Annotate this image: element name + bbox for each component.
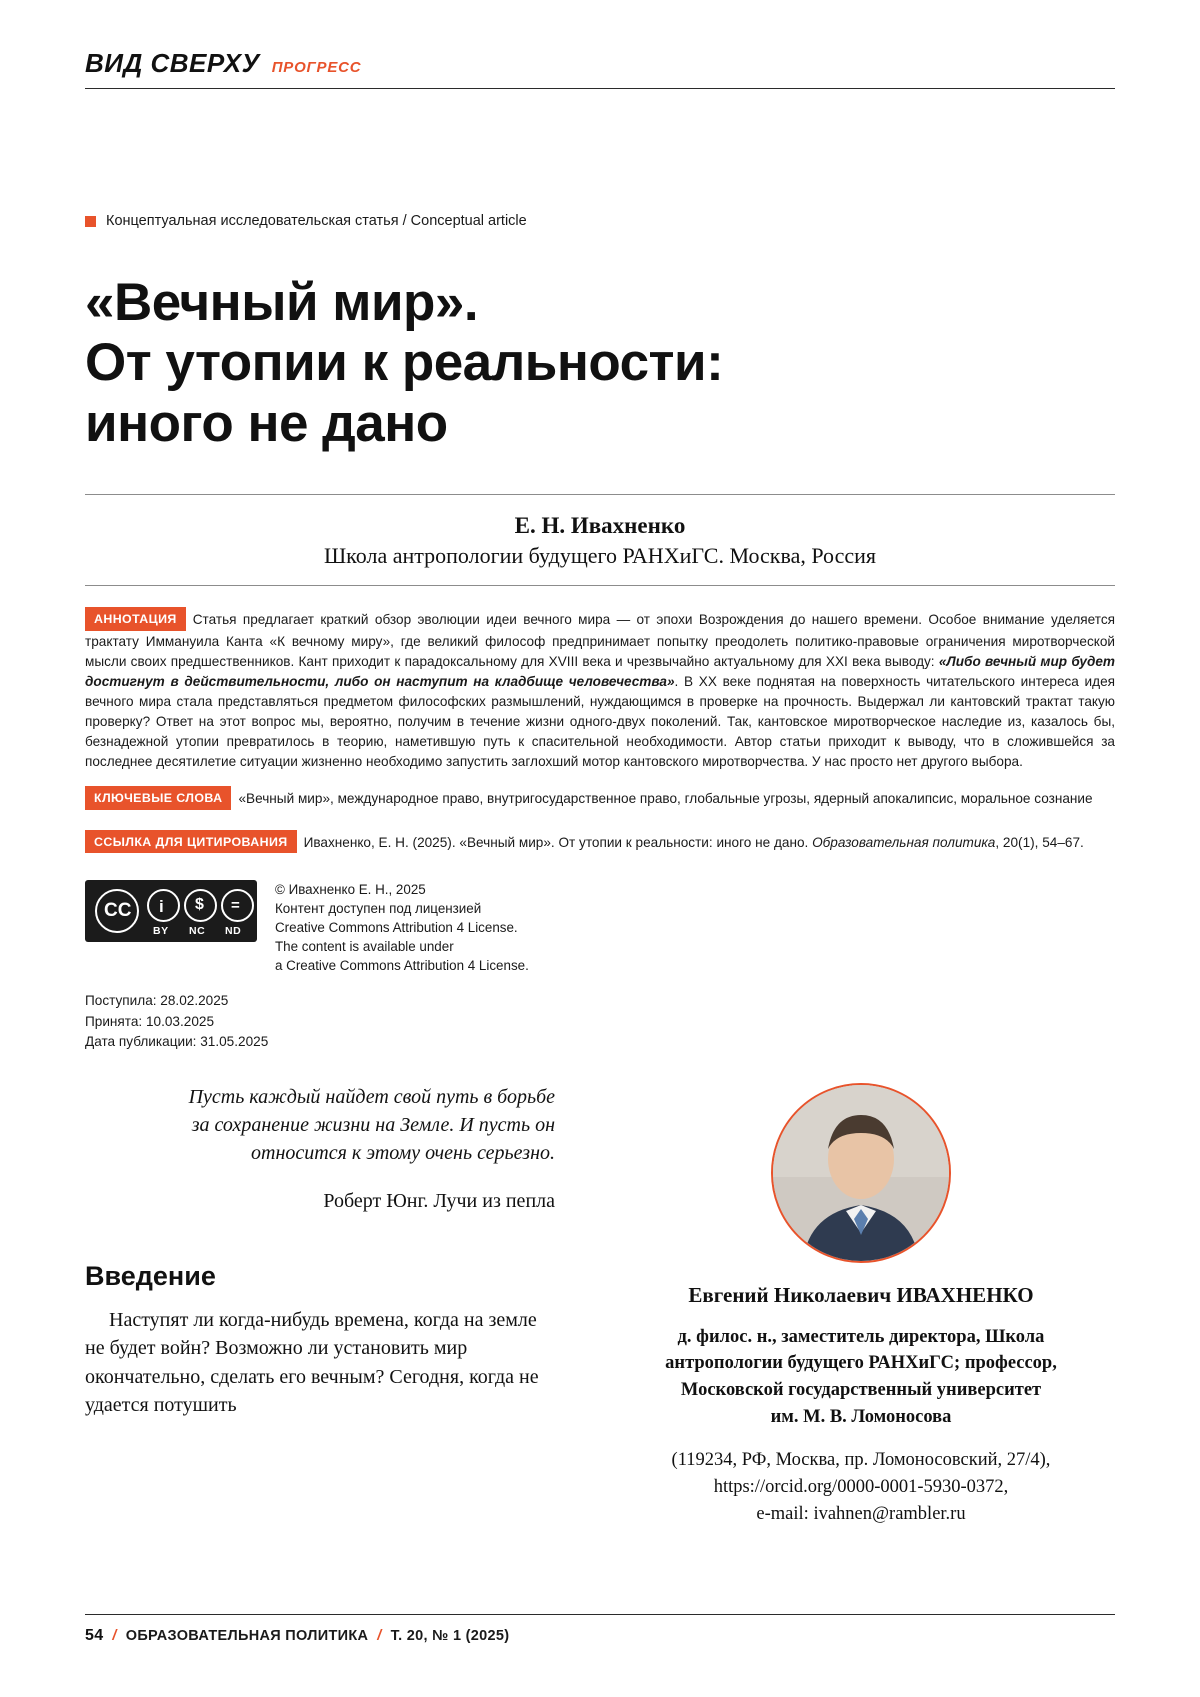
citation-text-before: Ивахненко, Е. Н. (2025). «Вечный мир». От утопии к реальности: иного не дано.: [303, 834, 813, 850]
author-bio-name: Евгений Николаевич ИВАХНЕНКО: [688, 1282, 1034, 1307]
introduction-paragraph: Наступят ли когда-нибудь времена, когда на земле не будет войн? Возможно ли установить мир окончательно, сделать его вечным? Сегодня, когда не удается потушить: [85, 1308, 539, 1416]
article-type-label: Концептуальная исследовательская статья / Conceptual article: [106, 213, 527, 229]
license-line-1: © Ивахненко Е. Н., 2025: [275, 882, 426, 898]
author-bio-position: д. филос. н., заместитель директора, Школа антропологии будущего РАНХиГС; профессор, Московской государственный университет им. М. В. Ломоносова: [665, 1326, 1057, 1428]
date-accepted: Принята: 10.03.2025: [85, 1013, 215, 1029]
footer-journal-name: ОБРАЗОВАТЕЛЬНАЯ ПОЛИТИКА: [125, 1628, 369, 1644]
page-title: «Вечный мир». От утопии к реальности: иного не дано: [85, 273, 724, 453]
footer-separator-1: /: [112, 1628, 117, 1644]
epigraph-text: Пусть каждый найдет свой путь в борьбе за сохранение жизни на Земле. И пусть он относится к этому очень серьезно.: [188, 1085, 555, 1165]
keywords-tag: КЛЮЧЕВЫЕ СЛОВА: [85, 786, 231, 809]
license-text: [275, 880, 529, 975]
author-divider-bottom: [85, 585, 1115, 586]
license-line-2: Контент доступен под лицензией: [275, 901, 482, 917]
citation-text-after: , 20(1), 54–67.: [995, 834, 1084, 850]
creative-commons-icon: [85, 880, 257, 942]
right-column: [607, 1083, 1115, 1528]
keywords: [85, 787, 1115, 810]
abstract-quote: «Либо вечный мир будет достигнут в действительности, либо он наступит на кладбище человечества»: [85, 653, 1116, 689]
citation: [85, 831, 1115, 855]
cc-person-glyph: i: [159, 897, 164, 917]
page-footer: [85, 1614, 1115, 1645]
left-column: [85, 1083, 555, 1528]
footer-issue: Т. 20, № 1 (2025): [390, 1628, 510, 1644]
cc-badge-label: CC: [104, 900, 132, 922]
cc-term-by: BY: [153, 925, 169, 938]
page-number: 54: [85, 1627, 104, 1644]
license-line-5: a Creative Commons Attribution 4 License.: [275, 958, 529, 974]
publication-dates: [85, 991, 1115, 1052]
epigraph-source: Роберт Юнг. Лучи из пепла: [323, 1189, 555, 1212]
running-head-sub: ПРОГРЕСС: [271, 59, 362, 76]
license-line-3: Creative Commons Attribution 4 License.: [275, 920, 518, 936]
author-bio-contacts: (119234, РФ, Москва, пр. Ломоносовский, 27/4), https://orcid.org/0000-0001-5930-0372, e-mail: ivahnen@rambler.ru: [671, 1449, 1051, 1524]
author-affiliation: Школа антропологии будущего РАНХиГС. Москва, Россия: [323, 543, 876, 569]
author-photo: [771, 1083, 951, 1263]
keywords-text: «Вечный мир», международное право, внутригосударственное право, глобальные угрозы, ядерный апокалипсис, моральное сознание: [238, 791, 1093, 807]
abstract-tag: АННОТАЦИЯ: [85, 607, 186, 630]
cc-noncommercial-glyph: $: [195, 896, 204, 914]
date-received: Поступила: 28.02.2025: [85, 993, 229, 1009]
license-row: [85, 880, 1115, 975]
cc-term-nc: NC: [189, 925, 206, 938]
date-published: Дата публикации: 31.05.2025: [85, 1034, 269, 1050]
author-block: [85, 494, 1115, 586]
author-name: Е. Н. Ивахненко: [514, 513, 686, 539]
cc-term-nd: ND: [225, 925, 242, 938]
running-head: [85, 0, 1115, 79]
square-bullet-icon: [85, 216, 96, 227]
article-type: [85, 213, 1115, 229]
abstract-text-part1: Статья предлагает краткий обзор эволюции идеи вечного мира — от эпохи Возрождения до нашего времени. Особое внимание уделяется трактату Иммануила Канта «К вечному миру», где великий философ предпринимает попытку преодолеть политико-правовые ограничения миротворческой мысли своих предшественников. Кант приходит к парадоксальному для XVIII века и чрезвычайно актуальному для XXI века выводу:: [85, 612, 1115, 669]
abstract: [85, 608, 1115, 772]
section-heading-introduction: Введение: [85, 1260, 216, 1291]
cc-noderivs-glyph: =: [231, 897, 240, 915]
running-head-main: ВИД СВЕРХУ: [85, 48, 260, 78]
citation-tag: ССЫЛКА ДЛЯ ЦИТИРОВАНИЯ: [85, 830, 297, 854]
footer-separator-2: /: [377, 1628, 382, 1644]
footer-divider: [85, 1614, 1115, 1615]
bottom-columns: [85, 1083, 1115, 1528]
abstract-text-part2: . В XX веке поднятая на поверхность читательского интереса идея вечного мира стала представляться предметом философских размышлений, нуждающимся в проверке на прочность. Выдержал ли кантовский трактат такую проверку? Ответ на этот вопрос мы, вероятно, получим в течение жизни одного-двух поколений. Так, кантовское миротворческое наследие из, казалось бы, безнадежной утопии превратилось в теорию, наметившую путь к спасительной необходимости. Автор статьи приходит к выводу, что в сложившейся за последнее десятилетие ситуации жизненно необходимо запустить заглохший мотор кантовского миротворчества. У нас просто нет другого выбора.: [85, 673, 1116, 770]
citation-journal: Образовательная политика: [812, 834, 996, 850]
license-line-4: The content is available under: [275, 939, 454, 955]
header-divider: [85, 88, 1115, 89]
